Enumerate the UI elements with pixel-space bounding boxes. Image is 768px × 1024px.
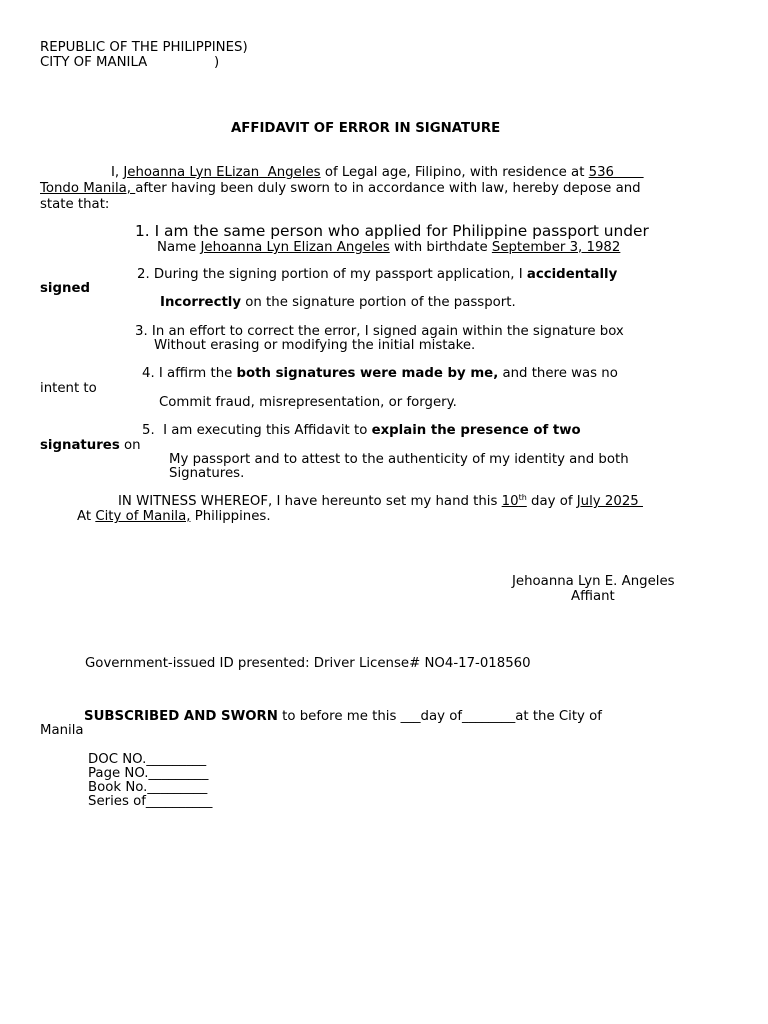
jurat-line-1 xyxy=(84,709,602,724)
item-4-line-3: Commit fraud, misrepresentation, or forgery. xyxy=(159,395,457,410)
witness-line-2 xyxy=(77,509,271,524)
witness-day-suffix: th xyxy=(518,493,527,502)
witness-at: At xyxy=(77,509,96,524)
intro-line-1 xyxy=(111,165,644,180)
witness-city: City of Manila, xyxy=(95,509,191,524)
item-3-line-2: Without erasing or modifying the initial mistake. xyxy=(154,338,476,353)
item-4-bold: both signatures were made by me, xyxy=(236,366,499,381)
jurat-wrap: Manila xyxy=(40,723,84,738)
notary-page-no: Page NO._________ xyxy=(88,766,209,781)
witness-line-1 xyxy=(118,494,643,509)
notary-doc-no: DOC NO._________ xyxy=(88,752,207,767)
intro-line-2 xyxy=(40,181,641,196)
header-city xyxy=(40,55,147,70)
jurat-bold: SUBSCRIBED AND SWORN xyxy=(84,709,278,724)
item-5-text: 5. I am executing this Affidavit to xyxy=(142,423,372,438)
address-part-2: Tondo Manila, xyxy=(40,181,136,196)
item-5-wrap xyxy=(40,438,141,453)
item-5-bold: explain the presence of two xyxy=(371,423,581,438)
witness-text: IN WITNESS WHEREOF, I have hereunto set my hand this xyxy=(118,494,502,509)
header-city-paren: ) xyxy=(214,55,220,70)
item-2-incorrectly: Incorrectly xyxy=(160,295,242,310)
witness-month: July 2025 xyxy=(576,494,643,509)
item-2-rest: on the signature portion of the passport. xyxy=(241,295,516,310)
intro-i: I, xyxy=(111,165,124,180)
jurat-rest: to before me this ___day of________at the City of xyxy=(277,709,602,724)
notary-series: Series of__________ xyxy=(88,794,213,809)
item-1-line-2 xyxy=(157,240,620,255)
header-republic: REPUBLIC OF THE PHILIPPINES) xyxy=(40,40,248,55)
item-5-signatures: signatures xyxy=(40,438,120,453)
item-2-line-3 xyxy=(160,295,516,310)
intro-line-3: state that: xyxy=(40,197,110,212)
intro-mid: of Legal age, Filipino, with residence at xyxy=(320,165,589,180)
item-5-line-1 xyxy=(142,423,581,438)
address-part-1: 536 xyxy=(588,165,644,180)
item-1-line-1: 1. I am the same person who applied for Philippine passport under xyxy=(135,222,649,240)
signature-name: Jehoanna Lyn E. Angeles xyxy=(512,574,675,589)
witness-day xyxy=(502,494,527,509)
signature-role: Affiant xyxy=(571,589,615,604)
affiant-name-underlined: Jehoanna Lyn ELizan Angeles xyxy=(123,165,321,180)
item-1-birthdate-label: with birthdate xyxy=(389,240,492,255)
witness-day-of: day of xyxy=(526,494,577,509)
item-2-text: 2. During the signing portion of my passport application, I xyxy=(137,267,527,282)
document-title: AFFIDAVIT OF ERROR IN SIGNATURE xyxy=(231,121,501,136)
item-2-bold: accidentally xyxy=(526,267,618,282)
item-4-wrap: intent to xyxy=(40,381,97,396)
item-5-line-3: My passport and to attest to the authenticity of my identity and both xyxy=(169,452,629,467)
item-5-line-4: Signatures. xyxy=(169,466,245,481)
item-1-name: Jehoanna Lyn Elizan Angeles xyxy=(200,240,390,255)
witness-day-number: 10 xyxy=(501,494,519,509)
item-1-birthdate: September 3, 1982 xyxy=(491,240,621,255)
item-5-on: on xyxy=(119,438,141,453)
item-2-wrap: signed xyxy=(40,281,90,296)
item-4-rest: and there was no xyxy=(498,366,618,381)
witness-country: Philippines. xyxy=(190,509,271,524)
header-city-name: CITY OF MANILA xyxy=(40,55,148,70)
government-id: Government-issued ID presented: Driver License# NO4-17-018560 xyxy=(85,656,531,671)
item-2-line-1 xyxy=(137,267,617,282)
item-4-text: 4. I affirm the xyxy=(142,366,237,381)
item-3-line-1: 3. In an effort to correct the error, I signed again within the signature box xyxy=(135,324,624,339)
notary-book-no: Book No._________ xyxy=(88,780,208,795)
item-1-name-label: Name xyxy=(157,240,201,255)
intro-rest: after having been duly sworn to in accordance with law, hereby depose and xyxy=(135,181,641,196)
item-4-line-1 xyxy=(142,366,618,381)
